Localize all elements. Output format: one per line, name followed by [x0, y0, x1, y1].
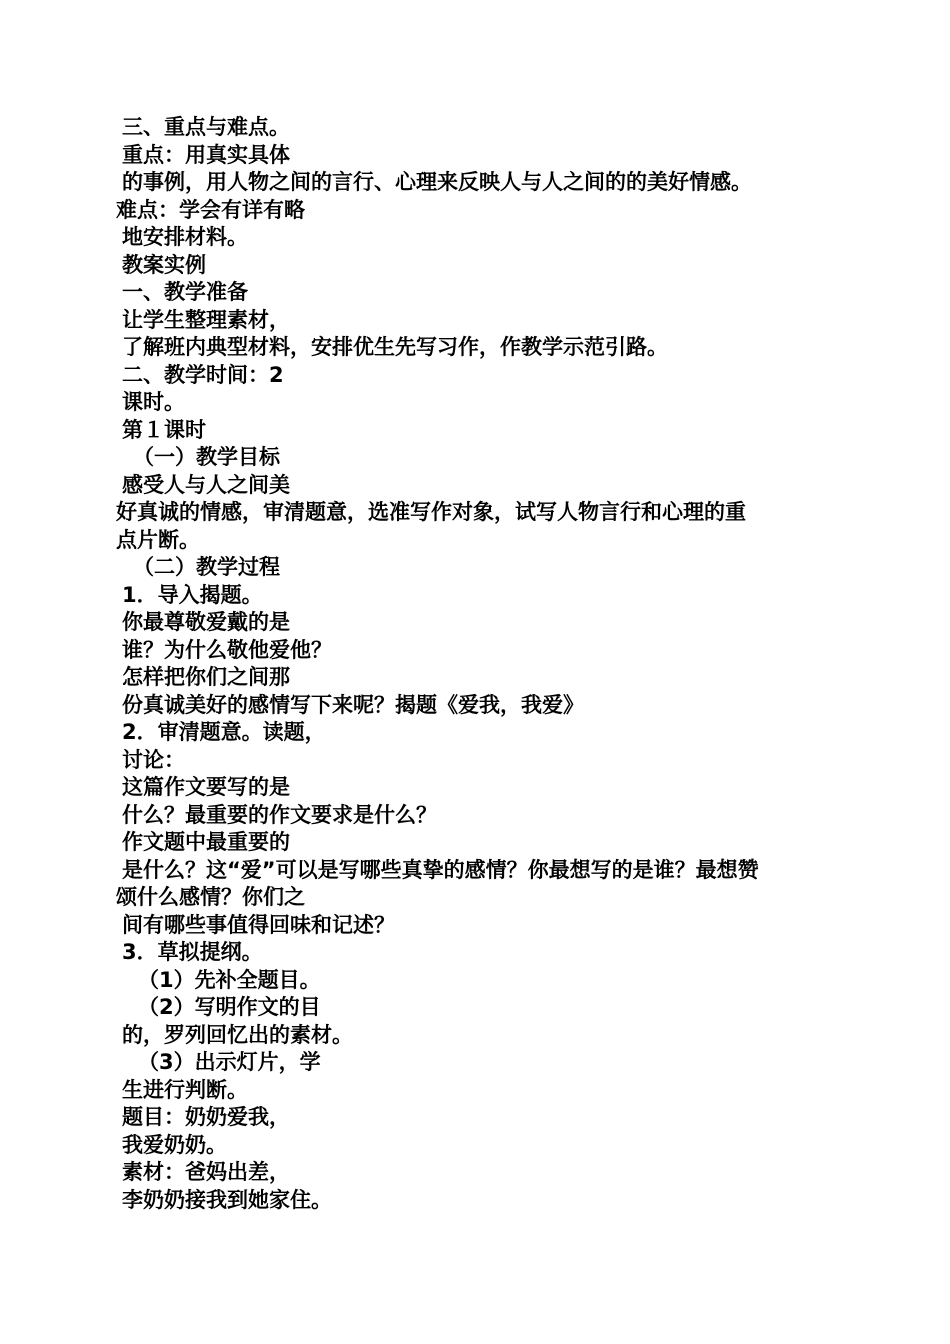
text-line: 二、教学时间：2 — [122, 362, 284, 387]
text-line: （2）写明作文的目 — [138, 995, 321, 1019]
text-line: 1．导入揭题。 — [122, 582, 263, 607]
text-line: （一）教学目标 — [133, 445, 280, 469]
text-line: 间有哪些事值得回味和记述？ — [122, 912, 395, 937]
text-line: 作文题中最重要的 — [122, 830, 290, 854]
text-line: 三、重点与难点。 — [122, 115, 290, 139]
text-line: （1）先补全题目。 — [138, 967, 321, 992]
text-line: 教案实例 — [122, 252, 206, 277]
text-line: 颂什么感情？你们之 — [116, 885, 305, 909]
text-line: 这篇作文要写的是 — [122, 775, 290, 799]
text-line: 重点：用真实具体 — [122, 142, 290, 167]
text-line: 李奶奶接我到她家住。 — [122, 1187, 332, 1212]
text-line: 第１课时 — [122, 417, 206, 442]
text-line: 了解班内典型材料，安排优生先写习作，作教学示范引路。 — [122, 335, 668, 359]
text-line: 我爱奶奶。 — [122, 1132, 227, 1157]
text-line: （3）出示灯片，学 — [138, 1050, 321, 1074]
text-line: 的，罗列回忆出的素材。 — [122, 1022, 353, 1047]
text-line: 的事例，用人物之间的言行、心理来反映人与人之间的的美好情感。 — [122, 170, 752, 194]
text-line: （二）教学过程 — [133, 555, 280, 579]
text-line: 份真诚美好的感情写下来呢？揭题《爱我，我爱》 — [122, 692, 584, 717]
text-line: 讨论： — [122, 747, 185, 772]
text-line: 地安排材料。 — [122, 225, 248, 249]
text-line: 谁？为什么敬他爱他？ — [122, 637, 332, 662]
text-line: 怎样把你们之间那 — [122, 665, 290, 689]
text-line: 难点：学会有详有略 — [116, 197, 305, 222]
text-line: 你最尊敬爱戴的是 — [122, 610, 290, 634]
text-line: 点片断。 — [116, 527, 200, 552]
text-line: 生进行判断。 — [122, 1077, 248, 1102]
text-line: 一、教学准备 — [122, 280, 248, 304]
text-line: 题目：奶奶爱我， — [122, 1105, 290, 1129]
text-line: 是什么？这“爱”可以是写哪些真挚的感情？你最想写的是谁？最想赞 — [122, 857, 759, 882]
text-line: 感受人与人之间美 — [122, 472, 290, 497]
text-line: 什么？最重要的作文要求是什么？ — [122, 802, 437, 827]
text-line: 素材：爸妈出差， — [122, 1160, 290, 1184]
text-line: 3．草拟提纲。 — [122, 940, 263, 964]
text-line: 好真诚的情感，审清题意，选准写作对象，试写人物言行和心理的重 — [116, 500, 746, 524]
text-line: 课时。 — [122, 390, 185, 414]
document-body — [0, 114, 950, 1214]
text-line: 2．审清题意。读题， — [122, 720, 326, 744]
text-line: 让学生整理素材， — [122, 307, 290, 332]
